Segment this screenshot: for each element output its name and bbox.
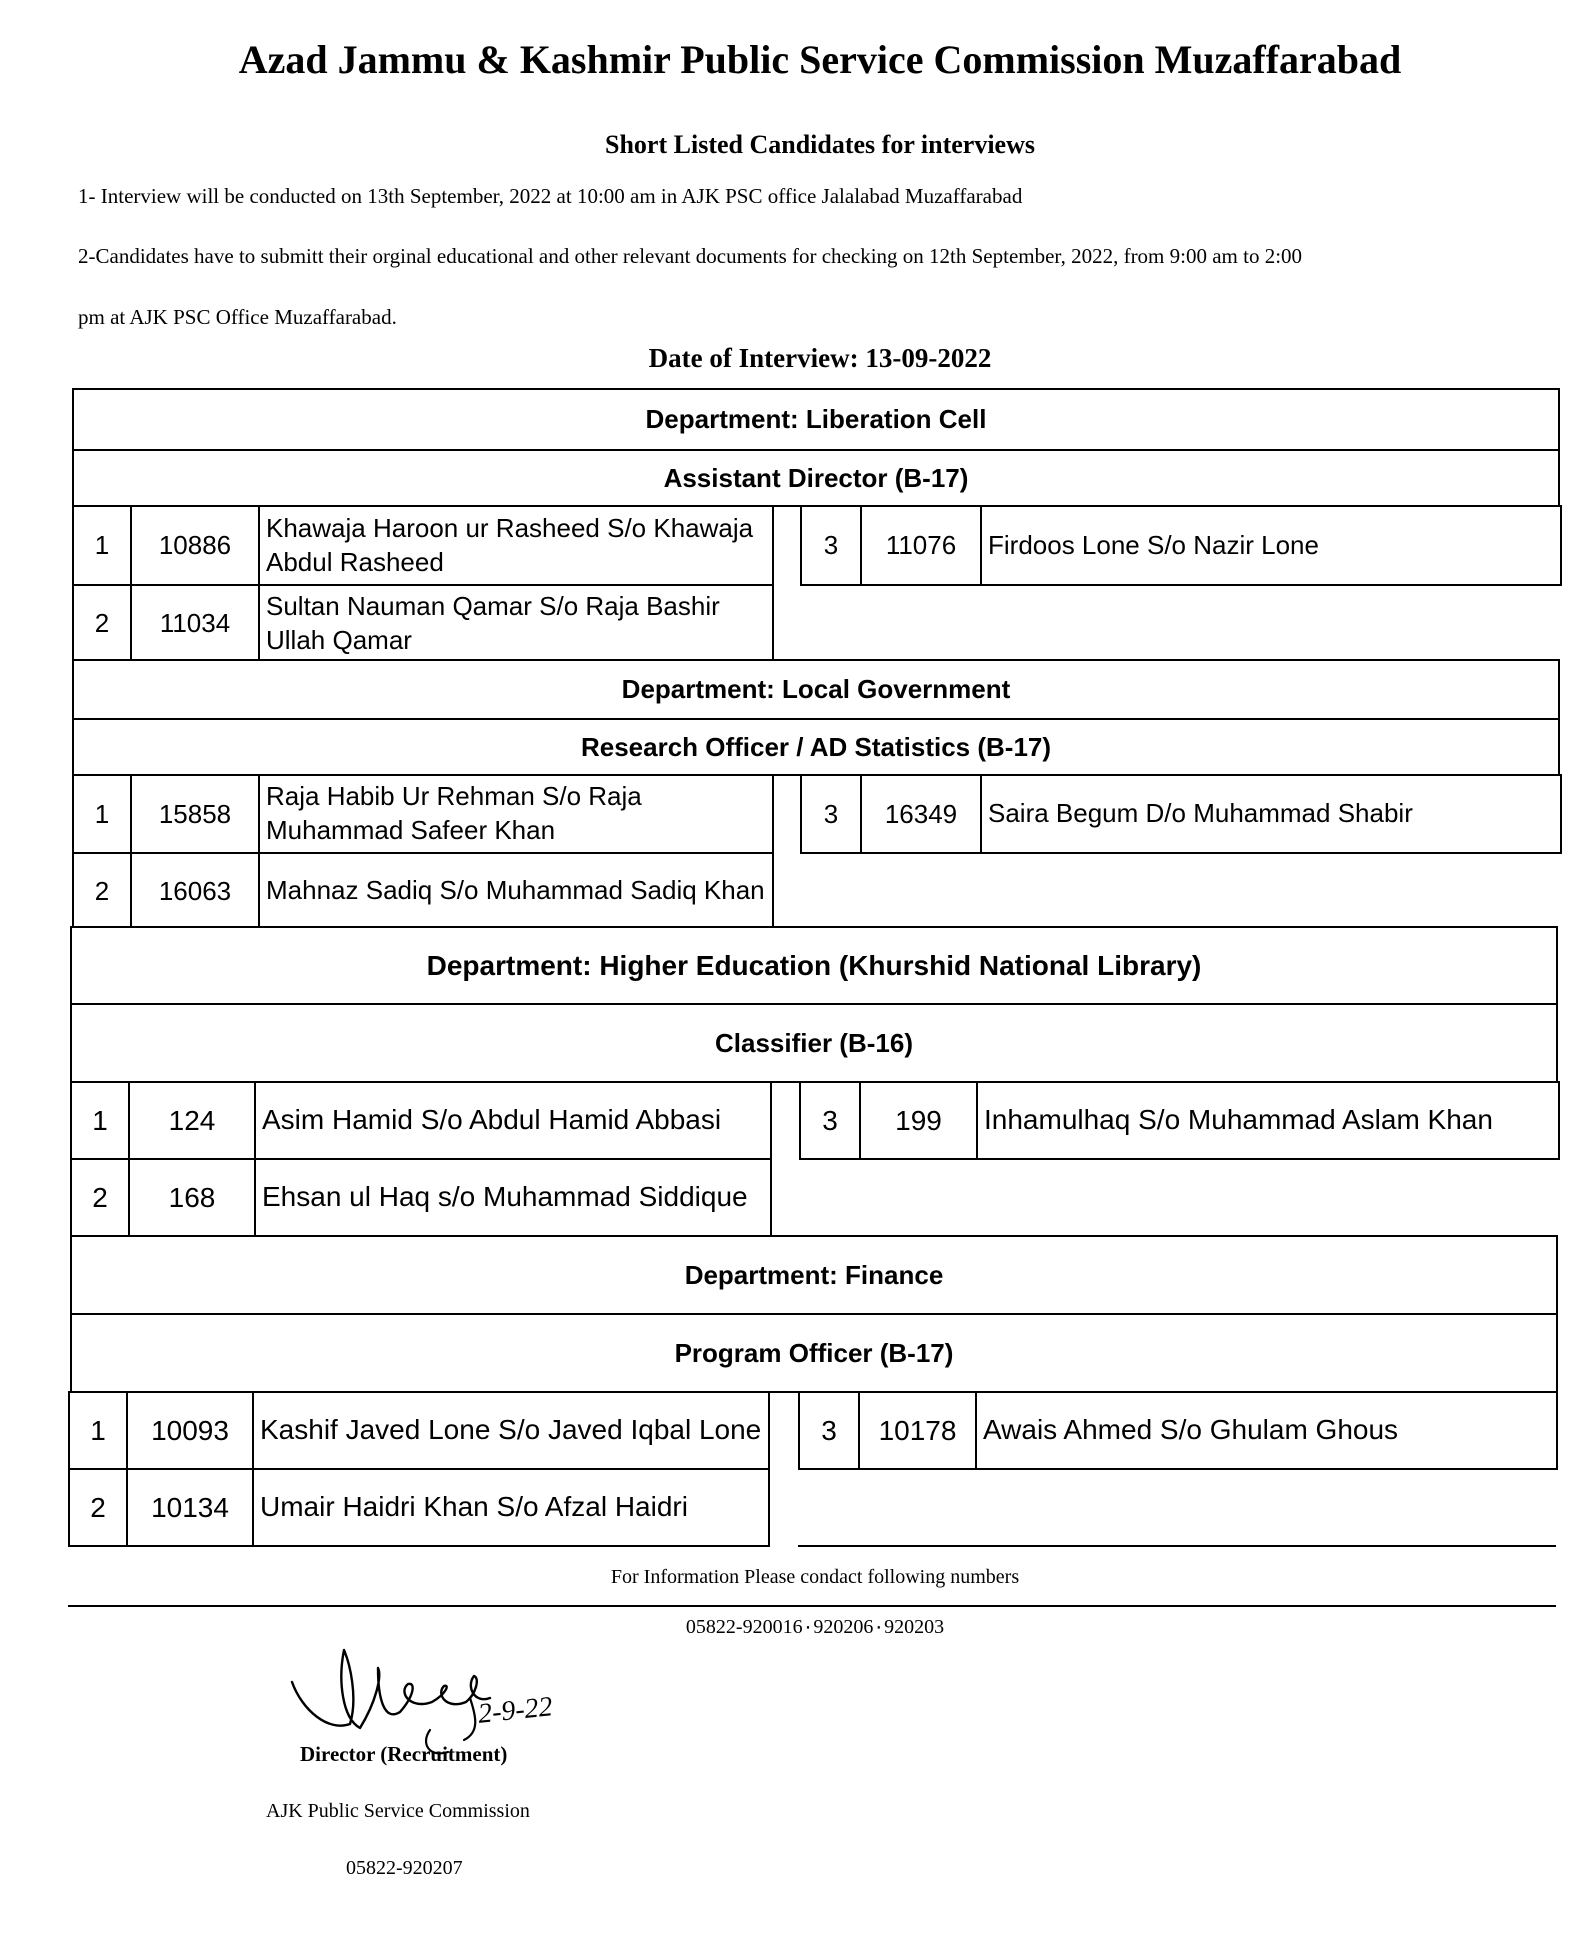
table-row [73,775,773,853]
divider [68,1605,1556,1607]
candidate-name: Kashif Javed Lone S/o Javed Iqbal Lone [253,1392,769,1469]
candidate-name: Asim Hamid S/o Abdul Hamid Abbasi [255,1082,771,1159]
candidate-name: Mahnaz Sadiq S/o Muhammad Sadiq Khan [259,853,773,929]
candidate-table-left [72,774,774,930]
table-row [69,1469,769,1546]
roll-number: 10093 [127,1392,253,1469]
serial-number: 2 [71,1159,129,1236]
roll-number: 10178 [859,1392,976,1469]
candidate-name: Firdoos Lone S/o Nazir Lone [981,506,1561,585]
note-documents-line2: pm at AJK PSC Office Muzaffarabad. [78,305,397,329]
candidate-table-left [70,1081,772,1237]
serial-number: 3 [801,506,861,585]
roll-number: 124 [129,1082,255,1159]
department-header: Department: Finance [70,1235,1558,1315]
table-row [69,1392,769,1469]
serial-number: 2 [69,1469,127,1546]
serial-number: 2 [73,585,131,662]
candidate-table-left [68,1391,770,1547]
candidate-name: Khawaja Haroon ur Rasheed S/o Khawaja Abdul Rasheed [259,506,773,585]
roll-number: 15858 [131,775,259,853]
post-header: Classifier (B-16) [70,1003,1558,1083]
candidate-name: Inhamulhaq S/o Muhammad Aslam Khan [977,1082,1559,1159]
table-row [71,1159,771,1236]
department-header: Department: Higher Education (Khurshid National Library) [70,926,1558,1005]
candidate-table-right [800,505,1562,586]
roll-number: 11076 [861,506,981,585]
page-title: Azad Jammu & Kashmir Public Service Commission Muzaffarabad [238,37,1402,82]
candidate-name: Raja Habib Ur Rehman S/o Raja Muhammad Safeer Khan [259,775,773,853]
candidate-table-right [798,1391,1558,1470]
serial-number: 3 [799,1392,859,1469]
post-header: Assistant Director (B-17) [72,449,1560,507]
candidate-name: Saira Begum D/o Muhammad Shabir [981,775,1561,853]
table-row [800,1082,1559,1159]
note-interview: 1- Interview will be conducted on 13th September, 2022 at 10:00 am in AJK PSC office Jalalabad Muzaffarabad [78,184,1023,208]
roll-number: 10886 [131,506,259,585]
roll-number: 199 [860,1082,977,1159]
table-row [799,1392,1557,1469]
candidate-table-left [72,505,774,663]
table-row [71,1082,771,1159]
table-row [73,853,773,929]
note-documents-line1: 2-Candidates have to submitt their orginal educational and other relevant documents for checking on 12th September, 2022, from 9:00 am to 2:00 [78,244,1303,268]
table-row [73,585,773,662]
post-header: Research Officer / AD Statistics (B-17) [72,718,1560,776]
candidate-name: Sultan Nauman Qamar S/o Raja Bashir Ullah Qamar [259,585,773,662]
info-text: For Information Please condact following numbers [610,1566,1020,1588]
page-subtitle: Short Listed Candidates for interviews [605,130,1035,159]
candidate-name: Awais Ahmed S/o Ghulam Ghous [976,1392,1557,1469]
post-header: Program Officer (B-17) [70,1313,1558,1393]
organization-name: AJK Public Service Commission [266,1800,530,1822]
contact-numbers: 05822-920016٠920206٠920203 [685,1616,945,1638]
serial-number: 1 [73,506,131,585]
table-row [73,506,773,585]
department-header: Department: Local Government [72,659,1560,720]
office-phone: 05822-920207 [346,1857,463,1879]
roll-number: 11034 [131,585,259,662]
divider [798,1545,1556,1547]
serial-number: 3 [800,1082,860,1159]
signature-date: 2-9-22 [476,1691,555,1730]
roll-number: 16349 [861,775,981,853]
table-row [801,775,1561,853]
table-row [801,506,1561,585]
signatory-designation: Director (Recruitment) [300,1742,508,1766]
candidate-name: Umair Haidri Khan S/o Afzal Haidri [253,1469,769,1546]
serial-number: 1 [69,1392,127,1469]
serial-number: 1 [73,775,131,853]
roll-number: 16063 [131,853,259,929]
serial-number: 3 [801,775,861,853]
candidate-name: Ehsan ul Haq s/o Muhammad Siddique [255,1159,771,1236]
date-of-interview: Date of Interview: 13-09-2022 [648,343,992,373]
roll-number: 168 [129,1159,255,1236]
department-header: Department: Liberation Cell [72,388,1560,451]
candidate-table-right [799,1081,1560,1160]
serial-number: 2 [73,853,131,929]
serial-number: 1 [71,1082,129,1159]
candidate-table-right [800,774,1562,854]
roll-number: 10134 [127,1469,253,1546]
